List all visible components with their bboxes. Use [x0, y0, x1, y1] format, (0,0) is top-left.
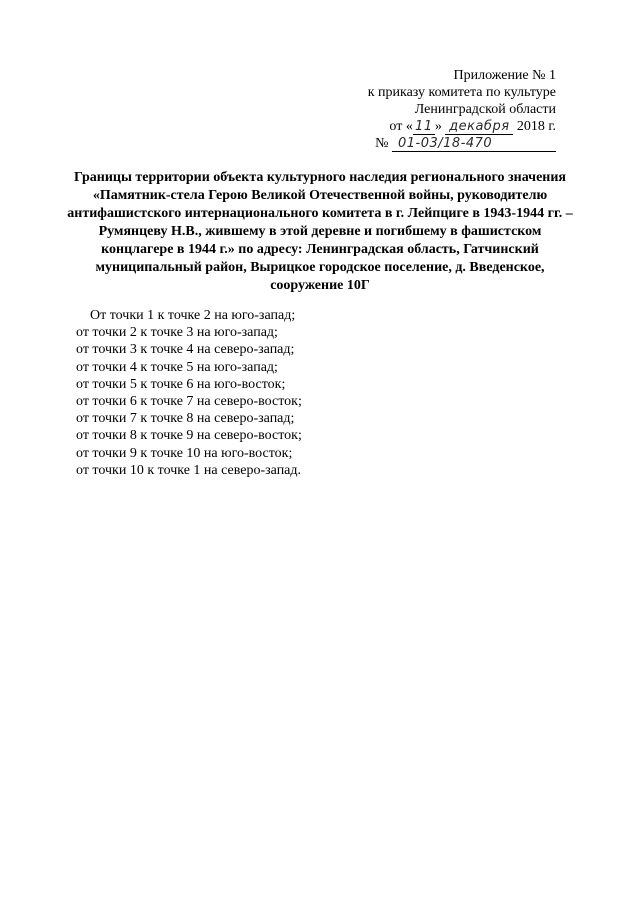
title-line: Границы территории объекта культурного наследия регионального значения: [73, 170, 566, 185]
appendix-region-line: Ленинградской области: [414, 102, 556, 117]
title-line: «Памятник-стела Герою Великой Отечественной войны, руководителю: [92, 188, 548, 203]
boundary-point-item: от точки 3 к точке 4 на северо-запад;: [76, 342, 295, 358]
boundary-point-item: от точки 6 к точке 7 на северо-восток;: [76, 394, 302, 410]
date-year: 2018 г.: [516, 119, 556, 134]
boundary-point-item: от точки 10 к точке 1 на северо-запад.: [76, 462, 302, 478]
order-date: [368, 118, 556, 135]
title-line: антифашистского интернационального комитета в г. Лейпциге в 1943-1944 гг. –: [67, 206, 573, 221]
appendix-order-line: к приказу комитета по культуре: [367, 85, 556, 100]
boundary-point-item: от точки 4 к точке 5 на юго-запад;: [76, 359, 278, 375]
appendix-title: Приложение № 1: [453, 68, 556, 83]
boundary-point-item: от точки 5 к точке 6 на юго-восток;: [76, 376, 286, 392]
title-line: Румянцеву Н.В., жившему в этой деревне и погибшему в фашистском: [98, 224, 542, 239]
boundary-point-item: От точки 1 к точке 2 на юго-запад;: [90, 308, 296, 323]
appendix-header: [368, 67, 556, 152]
title-line: муниципальный район, Вырицкое городское поселение, д. Введенское,: [95, 260, 545, 275]
title-line: концлагере в 1944 г.» по адресу: Ленинградская область, Гатчинский: [101, 242, 539, 257]
boundary-point-item: от точки 7 к точке 8 на северо-запад;: [76, 411, 295, 427]
date-prefix: от «: [389, 119, 413, 134]
date-month-handwritten: декабря: [445, 120, 513, 135]
boundary-point-item: от точки 9 к точке 10 на юго-восток;: [76, 445, 293, 461]
title-line: сооружение 10Г: [270, 278, 370, 293]
boundary-points-list: [76, 307, 302, 479]
document-title: [54, 169, 586, 295]
boundary-point-item: от точки 2 к точке 3 на юго-запад;: [76, 325, 278, 341]
number-prefix: №: [375, 136, 389, 151]
boundary-point-item: от точки 8 к точке 9 на северо-восток;: [76, 428, 302, 444]
date-mid: »: [434, 119, 442, 134]
order-number: [368, 135, 556, 152]
number-handwritten: 01-03/18-470: [392, 137, 556, 152]
date-day-handwritten: 11: [413, 120, 435, 135]
